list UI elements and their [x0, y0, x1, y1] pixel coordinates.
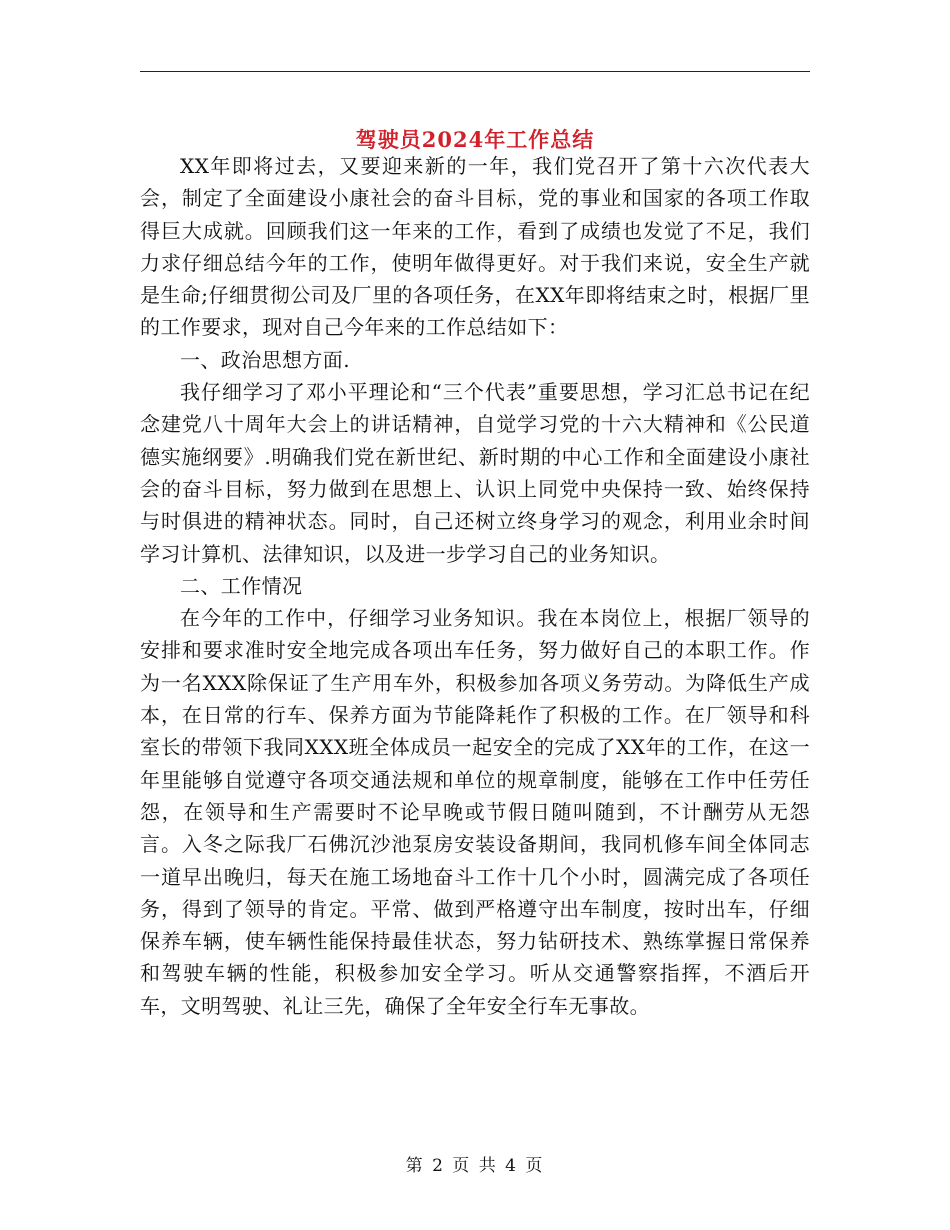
work-paragraph: 在今年的工作中，仔细学习业务知识。我在本岗位上，根据厂领导的安排和要求准时安全地完成各项出车任务，努力做好自己的本职工作。作为一名XXX除保证了生产用车外，积极参加各项义务劳动。为降低生产成本，在日常的行车、保养方面为节能降耗作了积极的工作。在厂领导和科室长的带领下我同XXX班全体成员一起安全的完成了XX年的工作，在这一年里能够自觉遵守各项交通法规和单位的规章制度，能够在工作中任劳任怨，在领导和生产需要时不论早晚或节假日随叫随到，不计酬劳从无怨言。入冬之际我厂石佛沉沙池泵房安装设备期间，我同机修车间全体同志一道早出晚归，每天在施工场地奋斗工作十几个小时，圆满完成了各项任务，得到了领导的肯定。平常、做到严格遵守出车制度，按时出车，仔细保养车辆，使车辆性能保持最佳状态，努力钻研技术、熟练掌握日常保养和驾驶车辆的性能，积极参加安全学习。听从交通警察指挥，不酒后开车，文明驾驶、礼让三先，确保了全年安全行车无事故。: [140, 606, 810, 1018]
section-heading-work: 二、工作情况: [180, 573, 303, 598]
politics-paragraph: 我仔细学习了邓小平理论和“三个代表”重要思想，学习汇总书记在纪念建党八十周年大会上的讲话精神，自觉学习党的十六大精神和《公民道德实施纲要》.明确我们党在新世纪、新时期的中心工作和全面建设小康社会的奋斗目标，努力做到在思想上、认识上同党中央保持一致、始终保持与时俱进的精神状态。同时，自己还树立终身学习的观念，利用业余时间学习计算机、法律知识，以及进一步学习自己的业务知识。: [140, 380, 810, 566]
document-body: [140, 150, 810, 1022]
document-title: 驾驶员2024年工作总结: [355, 127, 595, 153]
page-number-footer: 第 2 页 共 4 页: [405, 1156, 545, 1176]
header-rule: [140, 71, 810, 72]
intro-paragraph: XX年即将过去，又要迎来新的一年，我们党召开了第十六次代表大会，制定了全面建设小康社会的奋斗目标，党的事业和国家的各项工作取得巨大成就。回顾我们这一年来的工作，看到了成绩也发觉了不足，我们力求仔细总结今年的工作，使明年做得更好。对于我们来说，安全生产就是生命;仔细贯彻公司及厂里的各项任务，在XX年即将结束之时，根据厂里的工作要求，现对自己今年来的工作总结如下：: [140, 154, 810, 340]
section-heading-politics: 一、政治思想方面.: [180, 347, 350, 372]
